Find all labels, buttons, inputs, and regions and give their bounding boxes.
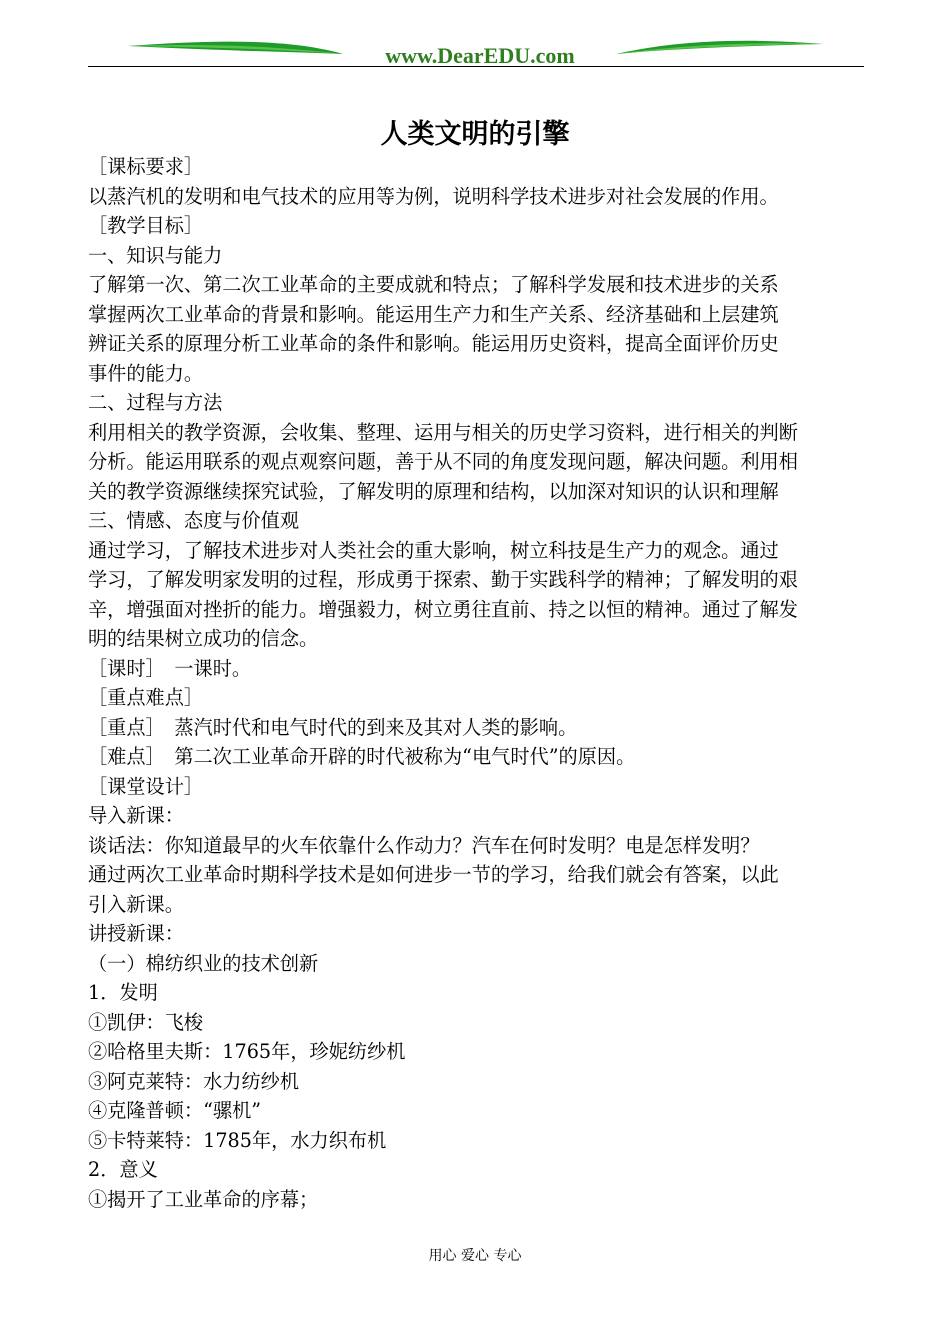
header-swoosh-graphic xyxy=(88,30,864,70)
text-line: ⑤卡特莱特：1785年，水力织布机 xyxy=(88,1128,387,1152)
text-line: ［课时］ 一课时。 xyxy=(88,656,252,680)
text-line: ④克隆普顿：“骡机” xyxy=(88,1099,262,1122)
text-line: 讲授新课： xyxy=(88,922,184,945)
text-line: 分析。能运用联系的观点观察问题，善于从不同的角度发现问题，解决问题。利用相 xyxy=(88,450,798,473)
text-line: 利用相关的教学资源，会收集、整理、运用与相关的历史学习资料，进行相关的判断 xyxy=(88,420,798,444)
text-line: ②哈格里夫斯：1765年，珍妮纺纱机 xyxy=(88,1040,406,1063)
text-line: 谈话法：你知道最早的火车依靠什么作动力？汽车在何时发明？电是怎样发明？ xyxy=(88,833,760,857)
text-line: 一、知识与能力 xyxy=(88,243,223,267)
text-line: ［重点］ 蒸汽时代和电气时代的到来及其对人类的影响。 xyxy=(88,715,578,739)
text-line: 二、过程与方法 xyxy=(88,391,223,414)
text-line: 了解第一次、第二次工业革命的主要成就和特点；了解科学发展和技术进步的关系 xyxy=(88,273,779,296)
text-line: ［重点难点］ xyxy=(88,686,204,709)
text-line: 事件的能力。 xyxy=(88,361,204,385)
text-line: （一）棉纺织业的技术创新 xyxy=(88,951,319,975)
right-swoosh-shape xyxy=(616,41,823,54)
document-body xyxy=(88,152,868,1214)
text-line: 通过两次工业革命时期科学技术是如何进步一节的学习，给我们就会有答案，以此 xyxy=(88,863,779,886)
text-line: 学习，了解发明家发明的过程，形成勇于探索、勤于实践科学的精神；了解发明的艰 xyxy=(88,568,798,591)
document-title: 人类文明的引擎 xyxy=(380,119,570,150)
text-line: ［教学目标］ xyxy=(88,214,204,237)
text-line: ［课标要求］ xyxy=(88,155,204,178)
text-line: 导入新课： xyxy=(88,804,184,827)
header-divider xyxy=(88,66,864,67)
text-line: 2．意义 xyxy=(88,1158,158,1181)
text-line: ①凯伊：飞梭 xyxy=(88,1010,204,1034)
text-line: 关的教学资源继续探究试验，了解发明的原理和结构，以加深对知识的认识和理解 xyxy=(88,479,779,503)
text-line: ［难点］ 第二次工业革命开辟的时代被称为“电气时代”的原因。 xyxy=(88,745,636,768)
text-line: 通过学习，了解技术进步对人类社会的重大影响，树立科技是生产力的观念。通过 xyxy=(88,538,779,562)
header-logo-text: www.DearEDU.com xyxy=(385,43,575,68)
text-line: 1．发明 xyxy=(88,981,158,1004)
text-line: 明的结果树立成功的信念。 xyxy=(88,627,319,650)
page-footer: 用心 爱心 专心 xyxy=(428,1248,522,1264)
text-line: 掌握两次工业革命的背景和影响。能运用生产力和生产关系、经济基础和上层建筑 xyxy=(88,302,779,326)
text-line: ［课堂设计］ xyxy=(88,774,204,798)
text-line: 以蒸汽机的发明和电气技术的应用等为例，说明科学技术进步对社会发展的作用。 xyxy=(88,184,779,208)
text-line: 辨证关系的原理分析工业革命的条件和影响。能运用历史资料，提高全面评价历史 xyxy=(88,332,779,355)
text-line: ①揭开了工业革命的序幕； xyxy=(88,1187,319,1211)
text-line: 辛，增强面对挫折的能力。增强毅力，树立勇往直前、持之以恒的精神。通过了解发 xyxy=(88,597,798,621)
header-banner xyxy=(88,30,864,70)
text-line: 三、情感、态度与价值观 xyxy=(88,509,300,532)
text-line: ③阿克莱特：水力纺纱机 xyxy=(88,1069,300,1093)
text-line: 引入新课。 xyxy=(88,892,184,916)
